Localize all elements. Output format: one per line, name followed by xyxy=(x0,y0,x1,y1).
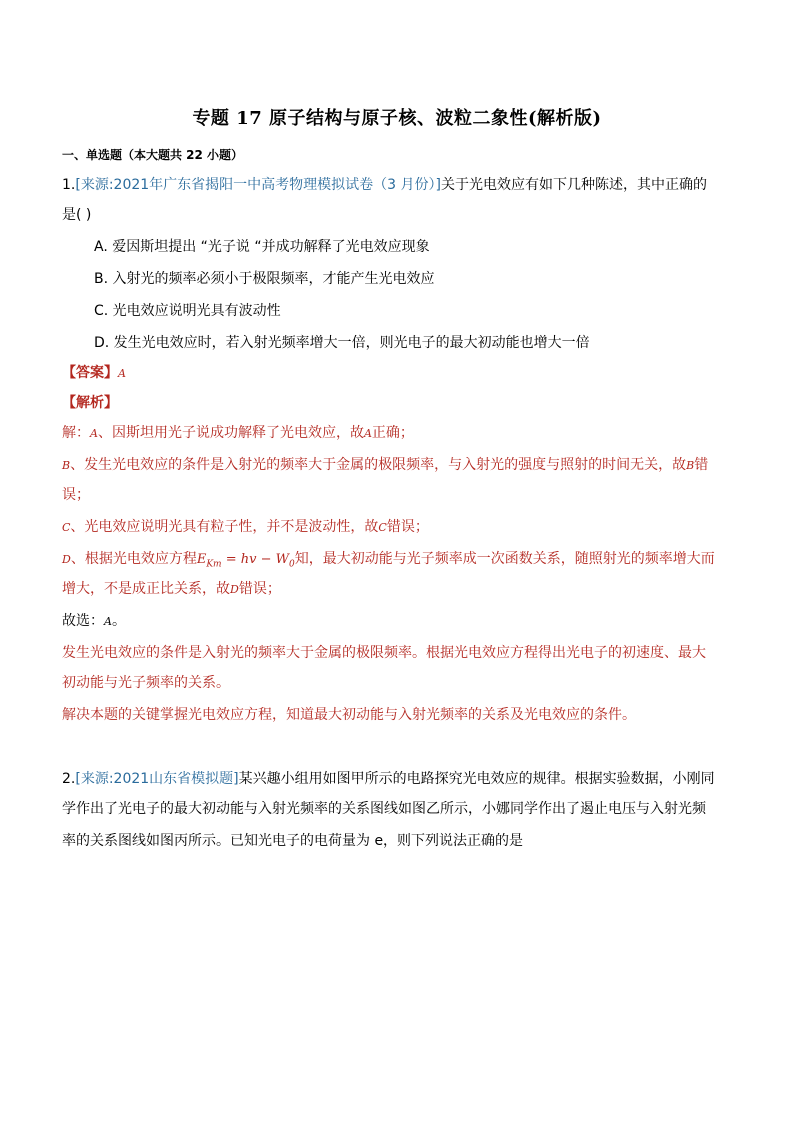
q2-stem-line3: 率的关系图线如图丙所示。已知光电子的电荷量为 e，则下列说法正确的是 xyxy=(62,833,524,849)
analysis-a-letter: A xyxy=(90,427,98,440)
answer-value: A xyxy=(118,367,126,380)
q2-number: 2. xyxy=(62,771,76,787)
analysis-c-letter2: C xyxy=(378,521,387,534)
choose-end: 。 xyxy=(111,613,126,629)
analysis-b-letter: B xyxy=(62,459,71,472)
q1-source-link[interactable]: [来源:2021年广东省揭阳一中高考物理模拟试卷（3 月份）] xyxy=(75,177,441,193)
choose-prefix: 故选： xyxy=(62,613,104,629)
q1-analysis-d-cont xyxy=(62,580,281,599)
q1-analysis-a xyxy=(62,424,414,443)
analysis-d-text1: 、根据光电效应方程 xyxy=(70,551,197,567)
q1-analysis-c xyxy=(62,518,429,537)
analysis-a-prefix: 解： xyxy=(62,425,90,441)
q1-stem-text: 关于光电效应有如下几种陈述，其中正确的 xyxy=(441,177,707,193)
analysis-b-letter2: B xyxy=(686,459,695,472)
analysis-a-end: 正确； xyxy=(371,425,414,441)
q2-source-link[interactable]: [来源:2021山东省模拟题] xyxy=(75,771,239,787)
q1-analysis-b xyxy=(62,456,708,475)
q1-option-a: A. 爱因斯坦提出 “光子说 “并成功解释了光电效应现象 xyxy=(94,239,430,255)
q1-option-b: B. 入射光的频率必须小于极限频率，才能产生光电效应 xyxy=(94,271,435,287)
analysis-d-letter: D xyxy=(62,553,71,566)
answer-label: 【答案】 xyxy=(62,365,118,381)
analysis-c-letter: C xyxy=(62,521,71,534)
q2-stem-text1: 某兴趣小组用如图甲所示的电路探究光电效应的规律。根据实验数据，小刚同 xyxy=(238,771,715,787)
q1-stem-line1 xyxy=(62,176,707,194)
q2-stem-line1 xyxy=(62,770,715,788)
analysis-d-cont1: 增大，不是成正比关系，故 xyxy=(62,581,230,597)
q1-stem-line2: 是( ) xyxy=(62,207,92,223)
q1-summary-line1: 发生光电效应的条件是入射光的频率大于金属的极限频率。根据光电效应方程得出光电子的初速度、最大 xyxy=(62,645,706,661)
analysis-label: 【解析】 xyxy=(62,395,118,411)
analysis-c-text: 、光电效应说明光具有粒子性，并不是波动性，故 xyxy=(70,519,379,535)
q1-number: 1. xyxy=(62,177,76,193)
choose-letter: A xyxy=(104,615,112,628)
q1-option-d: D. 发生光电效应时，若入射光频率增大一倍，则光电子的最大初动能也增大一倍 xyxy=(94,335,590,351)
analysis-d-text2: 知，最大初动能与光子频率成一次函数关系，随照射光的频率增大而 xyxy=(294,551,715,567)
photoelectric-equation: $E_{Km}$ = hv − $W_0$ xyxy=(196,552,295,570)
analysis-b-end: 错 xyxy=(694,457,709,473)
q1-summary-line2: 初动能与光子频率的关系。 xyxy=(62,675,230,691)
q1-answer xyxy=(62,364,126,383)
q1-analysis-d xyxy=(62,550,715,574)
analysis-a-letter2: A xyxy=(363,427,372,440)
section-heading: 一、单选题（本大题共 22 小题） xyxy=(62,148,244,162)
q2-stem-line2: 学作出了光电子的最大初动能与入射光频率的关系图线如图乙所示，小娜同学作出了遏止电压与入射光频 xyxy=(62,801,706,817)
analysis-d-letter2: D xyxy=(230,583,239,596)
q1-choose xyxy=(62,612,126,631)
q1-analysis-label xyxy=(62,394,118,412)
q1-option-c: C. 光电效应说明光具有波动性 xyxy=(94,303,281,319)
analysis-d-cont2: 错误； xyxy=(238,581,281,597)
page-title: 专题 17 原子结构与原子核、波粒二象性(解析版) xyxy=(192,108,602,129)
analysis-c-end: 错误； xyxy=(386,519,429,535)
analysis-a-mid: 、因斯坦用光子说成功解释了光电效应，故 xyxy=(97,425,364,441)
analysis-b-text: 、发生光电效应的条件是入射光的频率大于金属的极限频率，与入射光的强度与照射的时间无关，故 xyxy=(70,457,687,473)
q1-summary-line3: 解决本题的关键掌握光电效应方程，知道最大初动能与入射光频率的关系及光电效应的条件。 xyxy=(62,707,636,723)
q1-analysis-b-cont: 误； xyxy=(62,487,90,503)
